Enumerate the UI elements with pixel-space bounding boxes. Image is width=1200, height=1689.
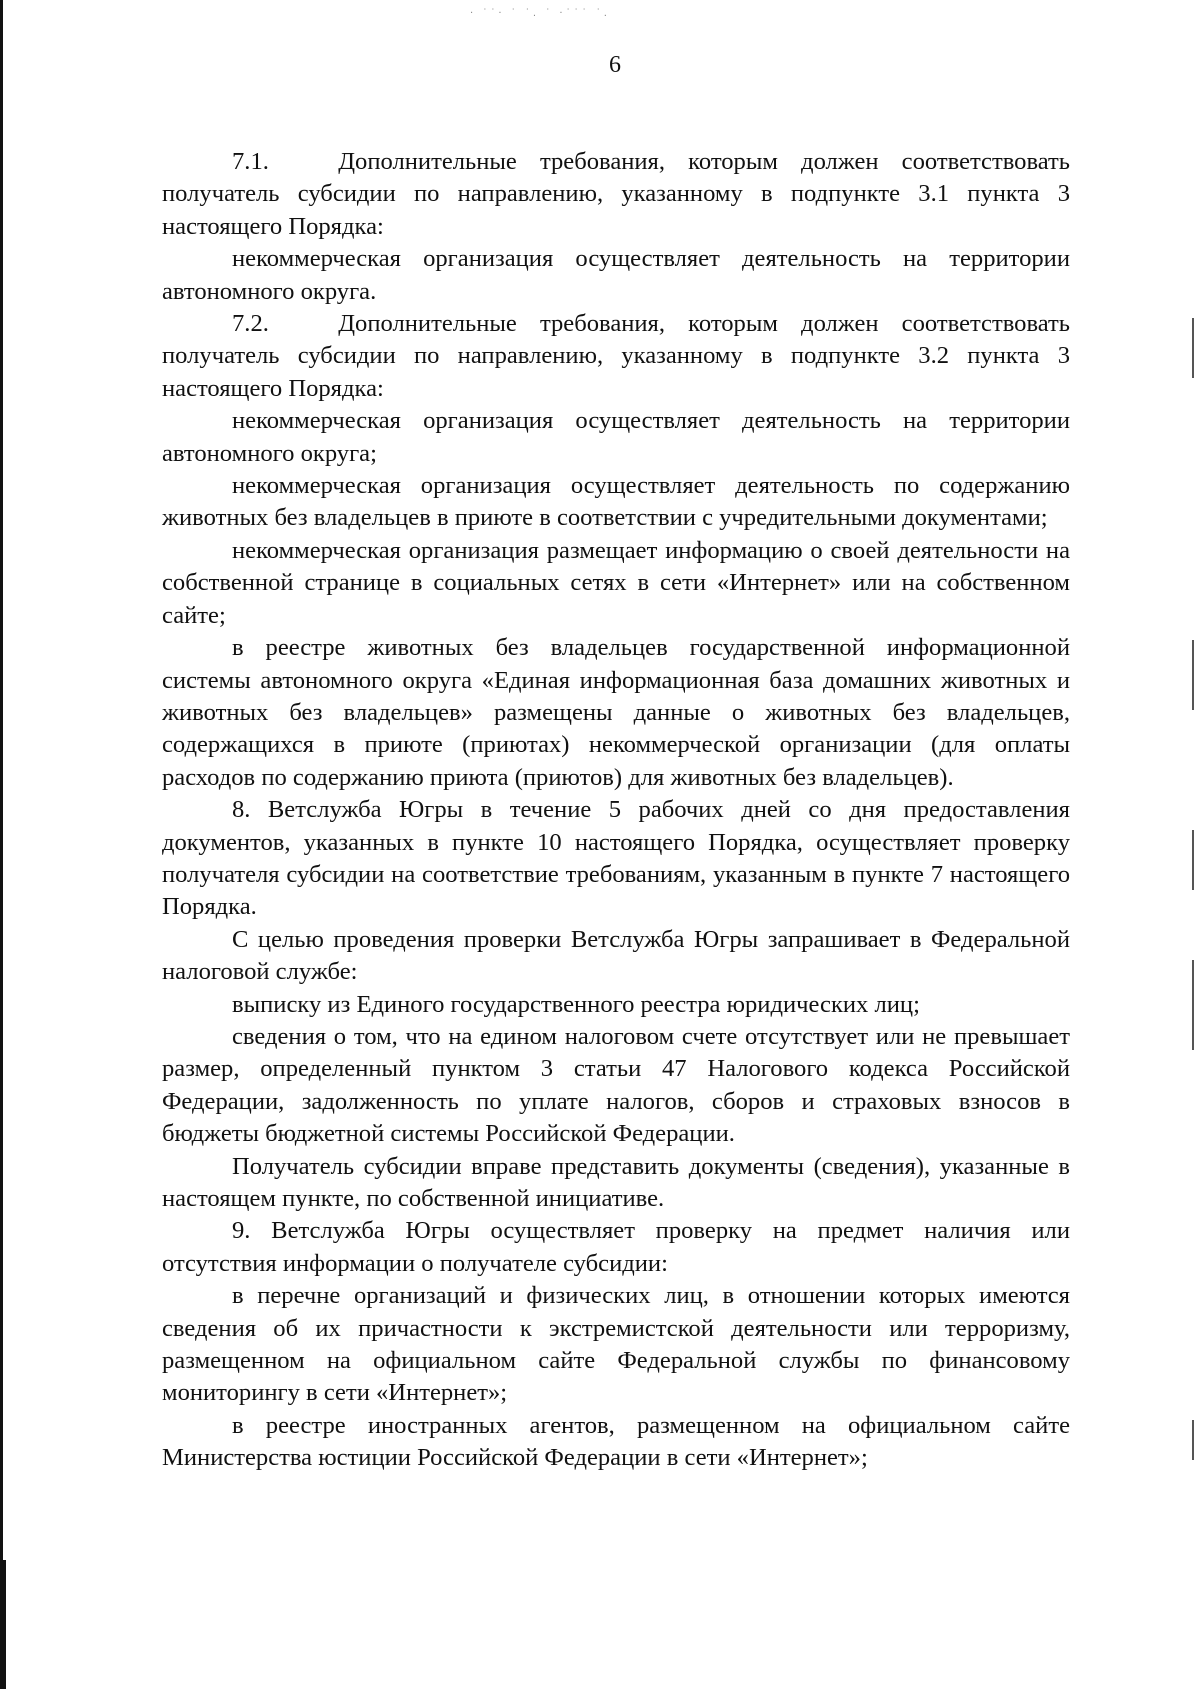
page-number: 6 — [609, 52, 621, 78]
paragraph: 7.1. Дополнительные требования, которым должен соответствовать получатель субсидии по направлению, указанному в подпункте 3.1 пункта 3 настоящего Порядка: — [162, 148, 1070, 240]
paragraph: Получатель субсидии вправе представить документы (сведения), указанные в настоящем пункте, по собственной инициативе. — [162, 1152, 1070, 1212]
paragraph: в перечне организаций и физических лиц, в отношении которых имеются сведения об их причастности к экстремистской деятельности или терроризму, размещенном на официальном сайте Федеральной службы по финансовому мониторингу в сети «Интернет»; — [162, 1282, 1070, 1407]
paragraph: выписку из Единого государственного реестра юридических лиц; — [232, 990, 920, 1018]
scan-noise: · ˙˙· ˙ ˙. ˙ ·˙˙˙ ˙. — [470, 8, 610, 19]
paragraph: 7.2. Дополнительные требования, которым должен соответствовать получатель субсидии по направлению, указанному в подпункте 3.2 пункта 3 настоящего Порядка: — [162, 310, 1070, 402]
scan-edge-bottom-left — [0, 1560, 6, 1689]
paragraph: некоммерческая организация осуществляет деятельность на территории автономного округа; — [162, 407, 1070, 467]
scan-edge-left — [0, 0, 3, 1689]
paragraph: 8. Ветслужба Югры в течение 5 рабочих дней со дня предоставления документов, указанных в пункте 10 настоящего Порядка, осуществляет проверку получателя субсидии на соответствие требованиям, указанным в пункте 7 настоящего Порядка. — [162, 796, 1070, 921]
paragraph: некоммерческая организация осуществляет деятельность по содержанию животных без владельцев в приюте в соответствии с учредительными документами; — [162, 472, 1070, 532]
document-body — [162, 146, 1070, 1475]
paragraph: некоммерческая организация размещает информацию о своей деятельности на собственной странице в социальных сетях в сети «Интернет» или на собственном сайте; — [162, 536, 1070, 629]
paragraph: С целью проведения проверки Ветслужба Югры запрашивает в Федеральной налоговой службе: — [162, 925, 1070, 986]
paragraph: в реестре животных без владельцев государственной информационной системы автономного округа «Единая информационная база домашних животных и животных без владельцев» размещены данные о животных без владельцев, содержащихся в приюте (приютах) некоммерческой организации (для оплаты расходов по содержанию приюта (приютов) для животных без владельцев). — [162, 634, 1070, 791]
scan-mark-right — [1192, 318, 1194, 378]
scan-mark-right — [1192, 830, 1194, 890]
scan-mark-right — [1192, 640, 1194, 710]
paragraph: некоммерческая организация осуществляет деятельность на территории автономного округа. — [162, 245, 1070, 305]
paragraph: сведения о том, что на едином налоговом счете отсутствует или не превышает размер, определенный пунктом 3 статьи 47 Налогового кодекса Российской Федерации, задолженность по уплате налогов, сборов и страховых взносов в бюджеты бюджетной системы Российской Федерации. — [162, 1022, 1070, 1148]
paragraph: 9. Ветслужба Югры осуществляет проверку на предмет наличия или отсутствия информации о получателе субсидии: — [162, 1217, 1070, 1277]
scan-mark-right — [1192, 960, 1194, 1050]
paragraph: в реестре иностранных агентов, размещенном на официальном сайте Министерства юстиции Российской Федерации в сети «Интернет»; — [162, 1411, 1070, 1472]
scan-mark-right — [1192, 1420, 1194, 1460]
